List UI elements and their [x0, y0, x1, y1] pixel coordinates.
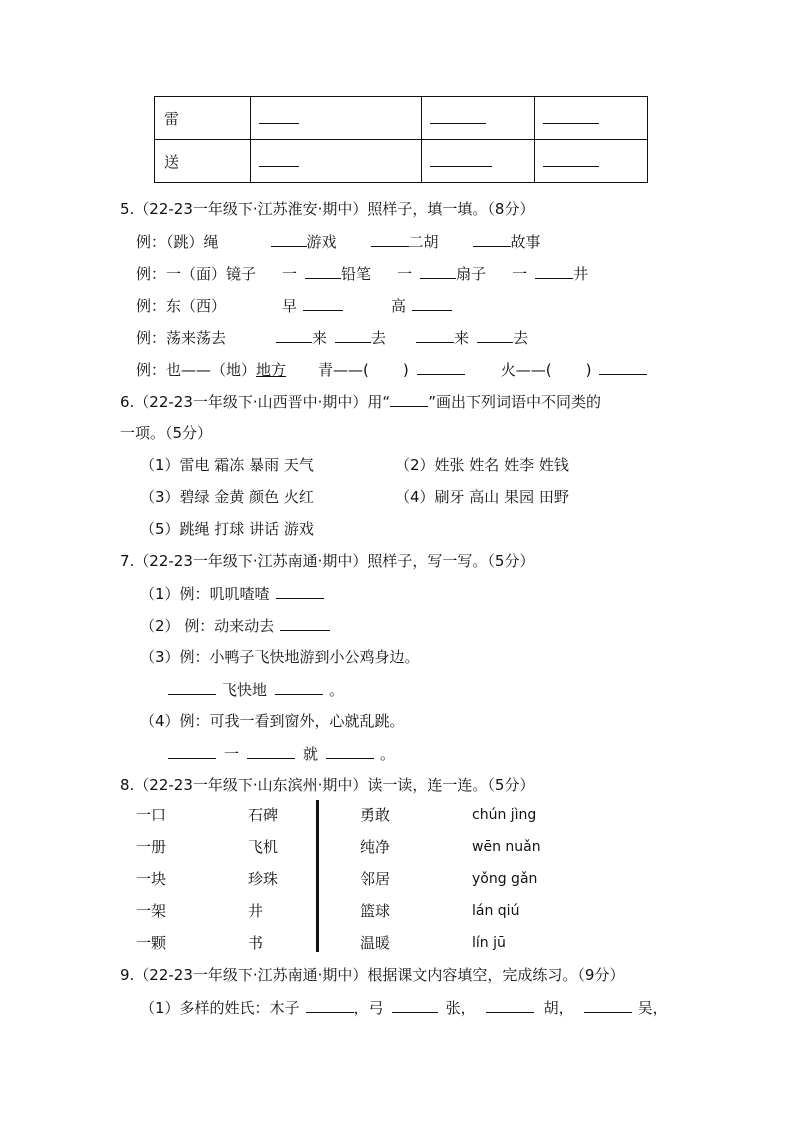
q6-item[interactable]: （4）刷牙 高山 果园 田野	[395, 488, 569, 506]
q7-sub4-answer	[168, 743, 395, 764]
q6-item[interactable]: （1）雷电 霜冻 暴雨 天气	[140, 456, 314, 474]
q7-sub2	[140, 615, 330, 636]
answer-blank[interactable]	[305, 263, 341, 279]
q8-col1-item[interactable]: 一架	[136, 902, 167, 920]
q5-word: )	[402, 361, 409, 379]
q5-word: 青——(	[318, 361, 369, 379]
answer-blank[interactable]	[276, 583, 324, 599]
table-cell-blank	[535, 140, 648, 183]
q5-word: 高	[391, 297, 407, 315]
answer-blank[interactable]	[280, 615, 330, 631]
q5-example: 例：（跳）绳	[136, 233, 219, 251]
q7-sub3: （3）例：小鸭子飞快地游到小公鸡身边。	[140, 648, 420, 666]
q7-sub3-answer	[168, 679, 344, 700]
answer-blank[interactable]	[477, 327, 513, 343]
q8-col1-item[interactable]: 一颗	[136, 934, 167, 952]
q8-col2-item[interactable]: 珍珠	[248, 870, 279, 888]
q5-word: 早	[282, 297, 298, 315]
q8-pinyin-item[interactable]: yǒng gǎn	[472, 871, 538, 887]
table-cell-char: 雷	[155, 97, 251, 140]
q9-text: 胡，	[543, 999, 574, 1017]
q7-word: 。	[329, 681, 345, 699]
table-cell-char: 送	[155, 140, 251, 183]
q5-example: 例：一（面）镜子	[136, 265, 257, 283]
q6-title	[120, 391, 601, 412]
table-row	[155, 97, 648, 140]
answer-blank[interactable]	[276, 327, 312, 343]
q5-word: 一	[397, 265, 413, 283]
answer-blank[interactable]	[306, 997, 354, 1013]
answer-blank[interactable]	[168, 679, 216, 695]
q8-col1-item[interactable]: 一块	[136, 870, 167, 888]
table-cell-blank	[251, 140, 422, 183]
q8-pinyin-item[interactable]: lín jū	[472, 935, 506, 951]
q7-sub1-text: （1）例：叽叽喳喳	[140, 585, 270, 603]
answer-blank[interactable]	[412, 295, 452, 311]
answer-blank[interactable]	[584, 997, 632, 1013]
q5-row1	[136, 231, 541, 252]
q7-word: 一	[224, 745, 240, 763]
q5-word: 一	[282, 265, 298, 283]
q8-col3-item[interactable]: 勇敢	[360, 806, 391, 824]
q8-col2-item[interactable]: 井	[248, 902, 264, 920]
answer-blank[interactable]	[599, 359, 647, 375]
answer-blank[interactable]	[335, 327, 371, 343]
q7-sub1	[140, 583, 324, 604]
q6-title-part: ”画出下列词语中不同类的	[428, 393, 601, 411]
q5-word: 游戏	[306, 233, 337, 251]
answer-blank[interactable]	[275, 679, 323, 695]
q6-item[interactable]: （5）跳绳 打球 讲话 游戏	[140, 520, 314, 538]
answer-blank[interactable]	[430, 151, 492, 167]
answer-blank[interactable]	[259, 108, 299, 124]
answer-blank[interactable]	[392, 997, 438, 1013]
divider-line	[316, 800, 319, 952]
answer-blank[interactable]	[543, 151, 599, 167]
table-cell-blank	[535, 97, 648, 140]
answer-blank[interactable]	[326, 743, 374, 759]
q5-example: 例：也——（地）	[136, 361, 257, 379]
q9-text: （1）多样的姓氏：木子	[140, 999, 300, 1017]
answer-blank[interactable]	[303, 295, 343, 311]
table-row	[155, 140, 648, 183]
answer-blank[interactable]	[543, 108, 599, 124]
q9-title: 9.（22-23一年级下·江苏南通·期中）根据课文内容填空，完成练习。（9分）	[120, 966, 625, 984]
answer-blank[interactable]	[247, 743, 295, 759]
q7-word: 就	[303, 745, 319, 763]
q5-example-word: 地方	[256, 361, 287, 379]
q5-word: 井	[573, 265, 589, 283]
answer-blank[interactable]	[416, 327, 454, 343]
q8-col3-item[interactable]: 篮球	[360, 902, 391, 920]
q9-text: 吴，	[637, 999, 668, 1017]
q5-word: 扇子	[456, 265, 487, 283]
q7-sub4: （4）例：可我一看到窗外，心就乱跳。	[140, 712, 405, 730]
answer-blank[interactable]	[473, 231, 511, 247]
q7-sub2-text: （2） 例：动来动去	[140, 617, 275, 635]
q5-row5	[136, 359, 647, 380]
q5-word: 去	[513, 329, 529, 347]
answer-blank[interactable]	[168, 743, 216, 759]
q5-word: 二胡	[408, 233, 439, 251]
q5-word: 火——(	[500, 361, 552, 379]
q8-col1-item[interactable]: 一册	[136, 838, 167, 856]
q5-row4	[136, 327, 528, 348]
q8-col3-item[interactable]: 温暖	[360, 934, 391, 952]
q5-word: 故事	[510, 233, 541, 251]
q8-pinyin-item[interactable]: wēn nuǎn	[472, 839, 541, 855]
q5-word: 来	[312, 329, 328, 347]
q9-text: 张，	[445, 999, 476, 1017]
q8-title: 8.（22-23一年级下·山东滨州·期中）读一读，连一连。（5分）	[120, 776, 535, 794]
answer-blank[interactable]	[371, 231, 409, 247]
answer-blank	[390, 391, 428, 407]
q8-pinyin-item[interactable]: lán qiú	[472, 903, 520, 919]
answer-blank[interactable]	[420, 263, 456, 279]
q5-word: 来	[454, 329, 470, 347]
q9-text: ，弓	[353, 999, 384, 1017]
q7-word: 。	[380, 745, 396, 763]
answer-blank[interactable]	[417, 359, 465, 375]
q5-example: 例：东（西）	[136, 297, 227, 315]
word-table	[154, 96, 648, 183]
table-cell-blank	[422, 97, 535, 140]
q5-row3	[136, 295, 452, 316]
q7-title: 7.（22-23一年级下·江苏南通·期中）照样子，写一写。（5分）	[120, 552, 535, 570]
q9-sub1	[140, 997, 668, 1018]
q6-item[interactable]: （2）姓张 姓名 姓李 姓钱	[395, 456, 569, 474]
q8-col2-item[interactable]: 石碑	[248, 806, 279, 824]
answer-blank[interactable]	[259, 151, 299, 167]
answer-blank[interactable]	[271, 231, 307, 247]
q5-example: 例：荡来荡去	[136, 329, 227, 347]
q8-pinyin-item[interactable]: chún jìng	[472, 807, 537, 823]
q8-col1-item[interactable]: 一口	[136, 806, 167, 824]
answer-blank[interactable]	[535, 263, 573, 279]
q5-word: )	[585, 361, 592, 379]
q5-word: 铅笔	[341, 265, 372, 283]
table-cell-blank	[251, 97, 422, 140]
answer-blank[interactable]	[486, 997, 534, 1013]
q6-item[interactable]: （3）碧绿 金黄 颜色 火红	[140, 488, 314, 506]
q6-title-cont: 一项。（5分）	[120, 424, 213, 442]
q6-title-part: 6.（22-23一年级下·山西晋中·期中）用“	[120, 393, 391, 411]
q8-col3-item[interactable]: 纯净	[360, 838, 391, 856]
table-cell-blank	[422, 140, 535, 183]
q5-word: 一	[512, 265, 528, 283]
q7-word: 飞快地	[222, 681, 268, 699]
q8-col3-item[interactable]: 邻居	[360, 870, 391, 888]
q5-row2	[136, 263, 588, 284]
answer-blank[interactable]	[430, 108, 486, 124]
q5-word: 去	[371, 329, 387, 347]
q5-title: 5.（22-23一年级下·江苏淮安·期中）照样子，填一填。（8分）	[120, 200, 535, 218]
q8-col2-item[interactable]: 书	[248, 934, 264, 952]
q8-col2-item[interactable]: 飞机	[248, 838, 279, 856]
